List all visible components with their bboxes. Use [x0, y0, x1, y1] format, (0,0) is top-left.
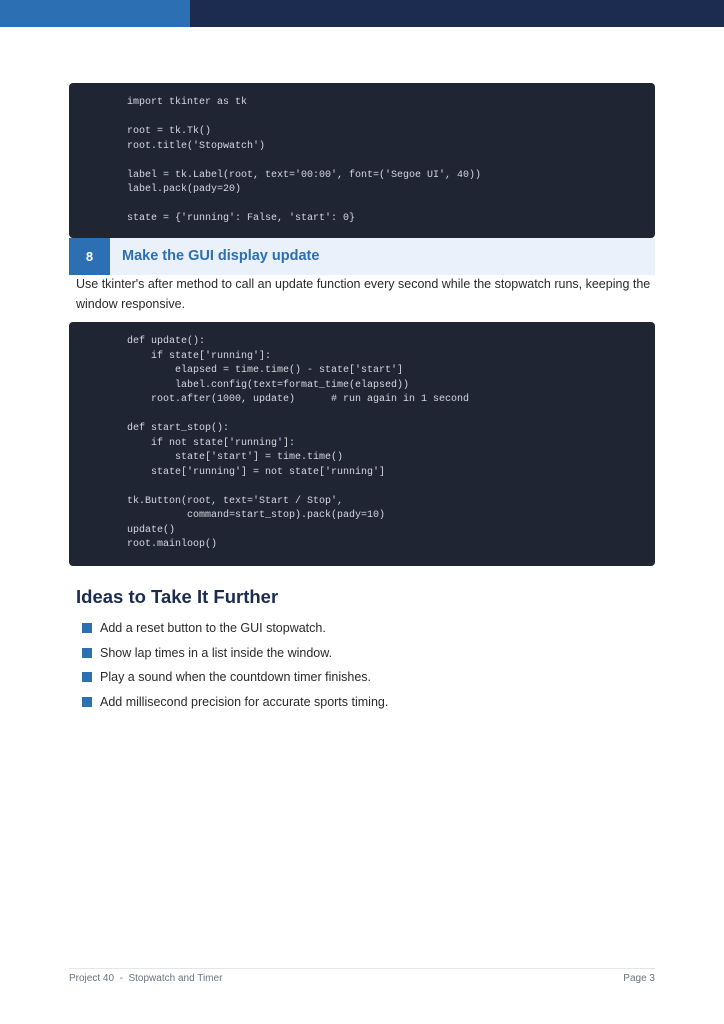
- code-lines: [127, 96, 481, 227]
- square-bullet-icon: [82, 648, 92, 658]
- code-line: state = {'running': False, 'start': 0}: [127, 213, 356, 224]
- code-line: def update():: [127, 336, 206, 347]
- code-block-setup: [69, 83, 655, 238]
- code-line: command=start_stop).pack(pady=10): [127, 510, 386, 521]
- list-item-text: Add a reset button to the GUI stopwatch.: [100, 621, 326, 636]
- list-item: [82, 665, 388, 690]
- step-header: [69, 238, 655, 275]
- footer-divider: [69, 968, 655, 969]
- code-line: if state['running']:: [127, 350, 272, 362]
- ideas-heading: Ideas to Take It Further: [76, 586, 279, 607]
- code-line: root.mainloop(): [127, 539, 218, 550]
- code-line: label = tk.Label(root, text='00:00', font=('Segoe UI', 40)): [127, 169, 482, 181]
- code-line: [127, 198, 481, 213]
- code-line: update(): [127, 524, 176, 536]
- list-item-text: Play a sound when the countdown timer finishes.: [100, 670, 371, 685]
- square-bullet-icon: [82, 672, 92, 682]
- code-line: root.title('Stopwatch'): [127, 140, 266, 152]
- code-line: def start_stop():: [127, 423, 230, 434]
- footer-project-label: Project 40 - Stopwatch and Timer: [69, 973, 223, 984]
- list-item-text: Add millisecond precision for accurate sports timing.: [100, 694, 389, 709]
- code-line: state['running'] = not state['running']: [127, 466, 386, 478]
- code-line: [127, 154, 481, 169]
- code-lines: [127, 335, 469, 553]
- code-block-update: [69, 322, 655, 566]
- step-description: Use tkinter's after method to call an update function every second while the stopwatch runs, keeping the window responsive.: [76, 277, 651, 311]
- code-line: [127, 111, 481, 126]
- step-title: Make the GUI display update: [122, 248, 320, 264]
- code-line: [127, 480, 469, 495]
- code-line: import tkinter as tk: [127, 97, 248, 108]
- code-line: elapsed = time.time() - state['start']: [127, 365, 404, 376]
- code-line: root.after(1000, update) # run again in 1 second: [127, 394, 470, 405]
- list-item: [82, 690, 388, 715]
- step-number-badge: 8: [69, 238, 110, 275]
- code-line: [127, 408, 469, 423]
- list-item: [82, 616, 388, 641]
- code-line: state['start'] = time.time(): [127, 452, 344, 463]
- footer-page-number: Page 3: [623, 973, 655, 984]
- code-line: if not state['running']:: [127, 437, 296, 449]
- code-line: tk.Button(root, text='Start / Stop',: [127, 495, 344, 507]
- square-bullet-icon: [82, 623, 92, 633]
- square-bullet-icon: [82, 697, 92, 707]
- list-item: [82, 641, 388, 666]
- header-band: [0, 0, 724, 27]
- code-line: label.pack(pady=20): [127, 184, 242, 195]
- header-accent: [0, 0, 190, 27]
- code-line: root = tk.Tk(): [127, 126, 212, 137]
- ideas-list: [82, 616, 388, 714]
- list-item-text: Show lap times in a list inside the window.: [100, 645, 333, 660]
- code-line: label.config(text=format_time(elapsed)): [127, 379, 410, 391]
